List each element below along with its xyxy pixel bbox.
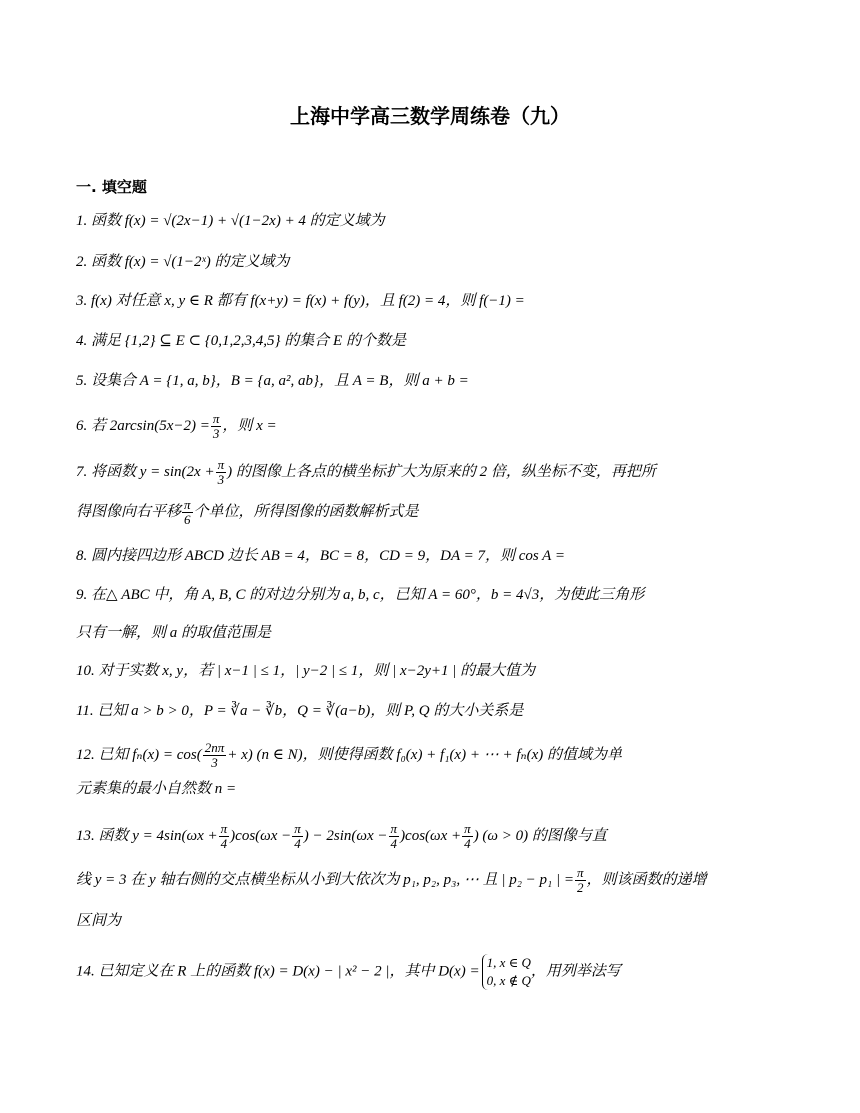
frac-den: 4 xyxy=(390,836,398,851)
question-5: 5. 设集合 A = {1, a, b}，B = {a, a², ab}，且 A = B，则 a + b = xyxy=(76,373,469,389)
question-12-post: + x) (n ∈ N)，则使得函数 f₀(x) + f₁(x) + ⋯ + fₙ(x) 的值域为单 xyxy=(227,746,622,763)
frac-num: π xyxy=(217,457,225,472)
q13-line2-post: ，则该函数的递增 xyxy=(586,871,707,888)
question-7-pre: 7. 将函数 y = sin(2x + xyxy=(76,463,215,480)
section-heading: 一. 填空题 xyxy=(76,178,147,196)
frac-den: 6 xyxy=(184,512,191,527)
q13-part-4: )cos(ωx + xyxy=(400,827,462,844)
question-1: 1. 函数 f(x) = √(2x−1) + √(1−2x) + 4 的定义域为 xyxy=(76,213,385,229)
frac-den: 3 xyxy=(217,472,225,487)
question-13-line-2 xyxy=(76,866,820,895)
frac-num: π xyxy=(212,411,220,426)
question-6-post: ，则 x = xyxy=(222,417,277,434)
frac-num: π xyxy=(390,821,398,836)
pi-quarter-fraction xyxy=(462,822,473,851)
piecewise-case-2: 0, x ∉ Q xyxy=(486,973,531,988)
question-14-pre: 14. 已知定义在 R 上的函数 f(x) = D(x) − | x² − 2 |，其中 D(x) = xyxy=(76,963,480,980)
question-12-pre: 12. 已知 fₙ(x) = cos( xyxy=(76,746,202,763)
frac-den: 3 xyxy=(211,755,218,770)
pi-third-fraction xyxy=(211,412,222,441)
question-7-line2-pre: 得图像向右平移 xyxy=(76,503,182,520)
frac-num: π xyxy=(294,821,301,836)
q13-part-2: )cos(ωx − xyxy=(230,827,292,844)
frac-num: π xyxy=(220,821,228,836)
q13-part-1: 13. 函数 y = 4sin(ωx + xyxy=(76,827,218,844)
question-6 xyxy=(76,412,820,441)
frac-den: 4 xyxy=(220,836,228,851)
question-9-line-1: 9. 在△ ABC 中，角 A, B, C 的对边分别为 a, b, c，已知 A = 60°，b = 4√3，为使此三角形 xyxy=(76,587,645,603)
piecewise-case-1: 1, x ∈ Q xyxy=(486,955,531,970)
pi-quarter-fraction xyxy=(219,822,230,851)
q13-line2-pre: 线 y = 3 在 y 轴右侧的交点横坐标从小到大依次为 p₁, p₂, p₃, ⋯ 且 | p₂ − p₁ | = xyxy=(76,871,575,888)
frac-den: 2 xyxy=(577,880,584,895)
question-4: 4. 满足 {1,2} ⊆ E ⊂ {0,1,2,3,4,5} 的集合 E 的个数是 xyxy=(76,333,406,349)
frac-num: 2nπ xyxy=(204,740,225,755)
question-7-line2-post: 个单位，所得图像的函数解析式是 xyxy=(193,503,419,520)
q13-part-3: ) − 2sin(ωx − xyxy=(303,827,388,844)
two-n-pi-third-fraction xyxy=(203,741,227,770)
pi-third-fraction xyxy=(216,458,227,487)
frac-den: 4 xyxy=(464,836,471,851)
question-2: 2. 函数 f(x) = √(1−2ˣ) 的定义域为 xyxy=(76,254,290,270)
page-title: 上海中学高三数学周练卷（九） xyxy=(290,104,570,128)
frac-den: 3 xyxy=(212,426,220,441)
frac-num: π xyxy=(464,821,471,836)
question-7-line-1 xyxy=(76,458,820,487)
pi-quarter-fraction xyxy=(389,822,400,851)
question-13-line-1 xyxy=(76,822,820,851)
question-12-line-1 xyxy=(76,741,820,770)
question-9-line-2: 只有一解，则 a 的取值范围是 xyxy=(76,625,272,641)
question-12-line-2: 元素集的最小自然数 n = xyxy=(76,781,237,797)
question-14 xyxy=(76,954,820,990)
pi-quarter-fraction xyxy=(292,822,303,851)
question-8: 8. 圆内接四边形 ABCD 边长 AB = 4，BC = 8，CD = 9，DA = 7，则 cos A = xyxy=(76,548,565,564)
question-3: 3. f(x) 对任意 x, y ∈ R 都有 f(x+y) = f(x) + f(y)，且 f(2) = 4，则 f(−1) = xyxy=(76,293,525,309)
question-7-post: ) 的图像上各点的横坐标扩大为原来的 2 倍，纵坐标不变，再把所 xyxy=(227,463,656,480)
frac-num: π xyxy=(184,497,191,512)
question-11: 11. 已知 a > b > 0，P = ∛a − ∛b，Q = ∛(a−b)，则 P, Q 的大小关系是 xyxy=(76,703,524,719)
question-10: 10. 对于实数 x, y，若 | x−1 | ≤ 1，| y−2 | ≤ 1，则 | x−2y+1 | 的最大值为 xyxy=(76,663,536,679)
piecewise-brace xyxy=(482,954,531,990)
question-6-pre: 6. 若 2arcsin(5x−2) = xyxy=(76,417,210,434)
pi-sixth-fraction xyxy=(182,498,193,527)
frac-num: π xyxy=(577,865,584,880)
q13-part-5: ) (ω > 0) 的图像与直 xyxy=(473,827,607,844)
pi-half-fraction xyxy=(575,866,586,895)
question-13-line-3: 区间为 xyxy=(76,913,122,929)
question-7-line-2 xyxy=(76,498,820,527)
question-14-post: ，用列举法写 xyxy=(530,963,621,980)
frac-den: 4 xyxy=(294,836,301,851)
